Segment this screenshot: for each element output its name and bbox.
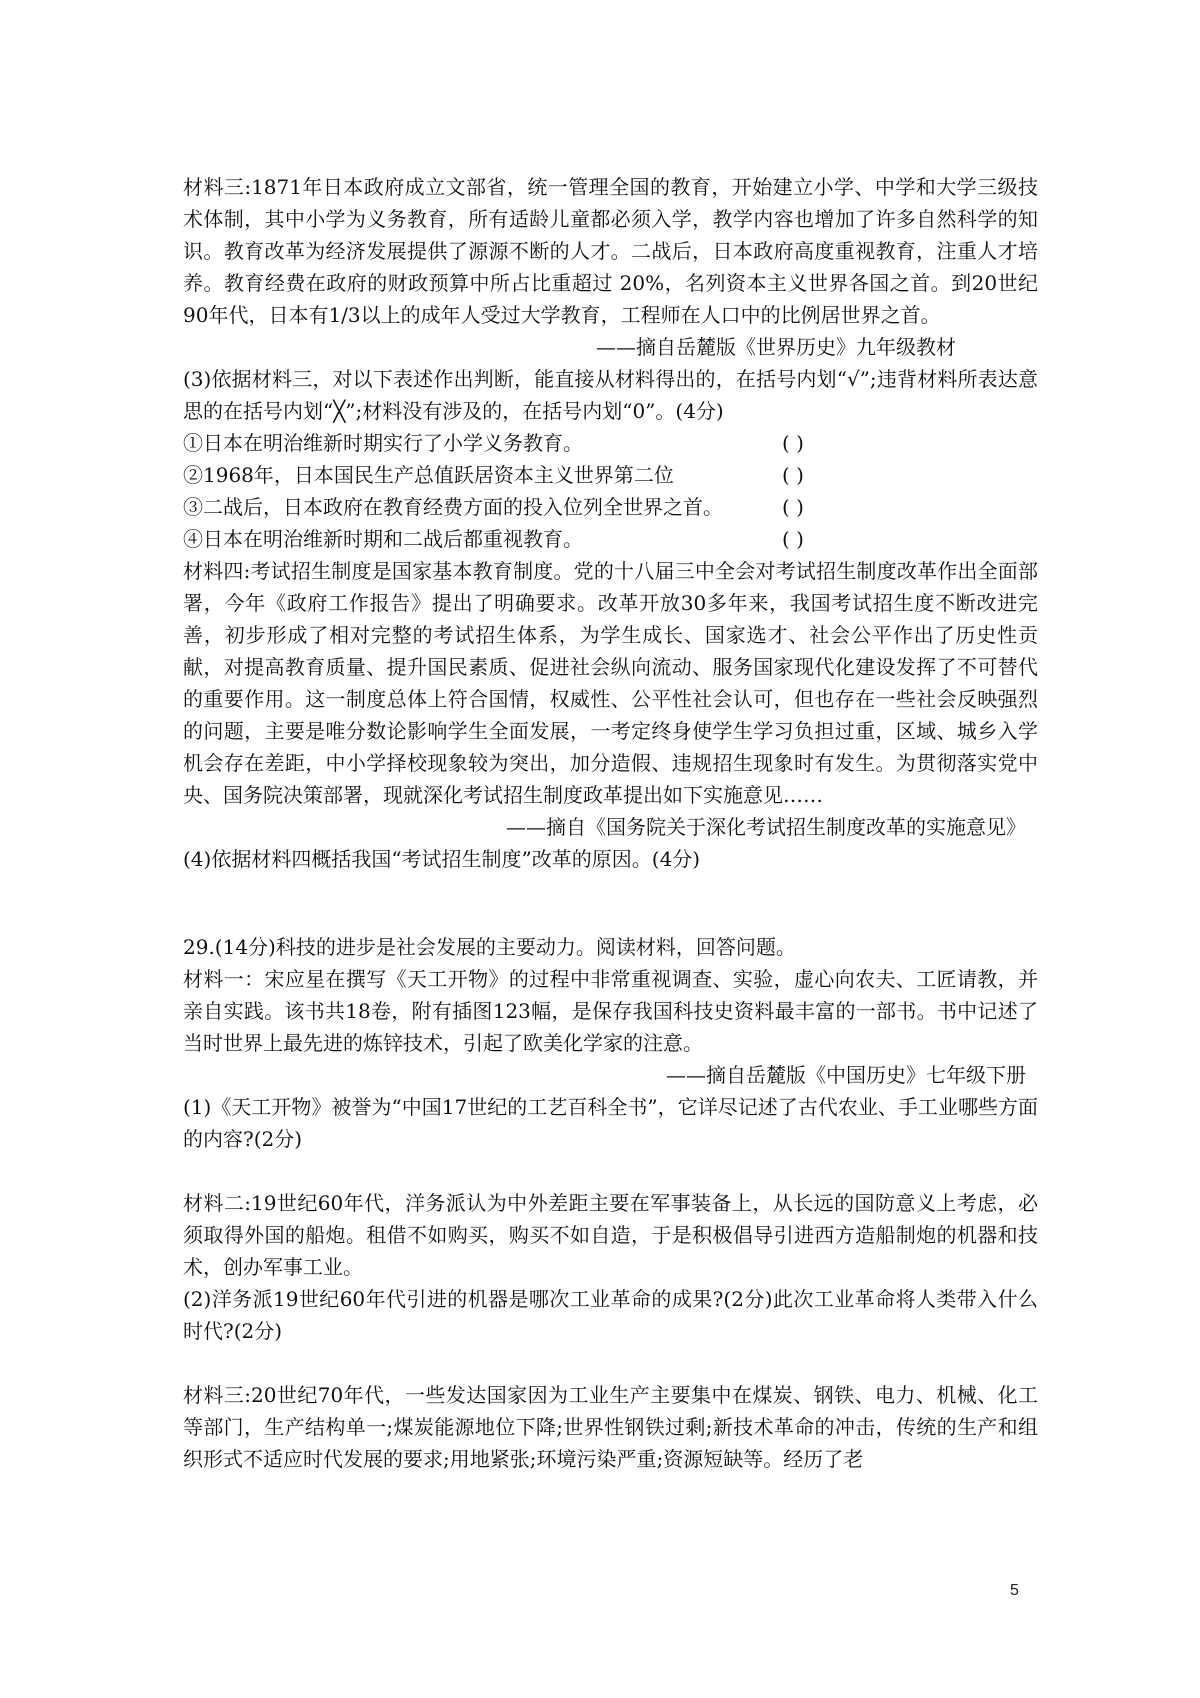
source-citation-world-history: ——摘自岳麓版《世界历史》九年级教材 xyxy=(596,335,956,359)
material-four-exam-reform: 材料四:考试招生制度是国家基本教育制度。党的十八届三中全会对考试招生制度改革作出全面部署，今年《政府工作报告》提出了明确要求。改革开放30多年来，我国考试招生度不断改进完善，初步形成了相对完整的考试招生体系，为学生成长、国家选才、社会公平作出了历史性贡献，对提高教育质量、提升国民素质、促进社会纵向流动、服务国家现代化建设发挥了不可替代的重要作用。这一制度总体上符合国情，权威性、公平性社会认可，但也存在一些社会反映强烈的问题，主要是唯分数论影响学生全面发展，一考定终身使学生学习负担过重，区域、城乡入学机会存在差距，中小学择校现象较为突出，加分造假、违规招生现象时有发生。为贯彻落实党中央、国务院决策部署，现就深化考试招生制度政革提出如下实施意见…… xyxy=(183,559,1038,807)
question-29-header: 29.(14分)科技的进步是社会发展的主要动力。阅读材料，回答问题。 xyxy=(183,935,796,959)
judgment-item-4 xyxy=(183,523,823,555)
judgment-item-3 xyxy=(183,491,823,523)
source-citation-state-council: ——摘自《国务院关于深化考试招生制度改革的实施意见》 xyxy=(506,815,1026,839)
answer-bracket: ( ) xyxy=(782,463,804,487)
material-three-industry: 材料三:20世纪70年代，一些发达国家因为工业生产主要集中在煤炭、钢铁、电力、机械、化工等部门，生产结构单一;煤炭能源地位下降;世界性钢铁过剩;新技术革命的冲击，传统的生产和组织形式不适应时代发展的要求;用地紧张;环境污染严重;资源短缺等。经历了老 xyxy=(183,1383,1038,1471)
judgment-statement: ②1968年，日本国民生产总值跃居资本主义世界第二位 xyxy=(183,463,674,487)
spacer xyxy=(183,1347,1038,1379)
question-three-instructions: (3)依据材料三，对以下表述作出判断，能直接从材料得出的，在括号内划“√”;违背材料所表达意思的在括号内划“╳”;材料没有涉及的，在括号内划“0”。(4分) xyxy=(183,367,1038,423)
judgment-statement: ①日本在明治维新时期实行了小学义务教育。 xyxy=(183,431,583,455)
answer-bracket: ( ) xyxy=(782,495,804,519)
answer-bracket: ( ) xyxy=(782,431,804,455)
source-citation-chinese-history: ——摘自岳麓版《中国历史》七年级下册 xyxy=(666,1063,1026,1087)
material-three-japan-education: 材料三:1871年日本政府成立文部省，统一管理全国的教育，开始建立小学、中学和大学三级技术体制，其中小学为义务教育，所有适龄儿童都必须入学，教学内容也增加了许多自然科学的知识。教育改革为经济发展提供了源源不断的人才。二战后，日本政府高度重视教育，注重人才培养。教育经费在政府的财政预算中所占比重超过 20%，名列资本主义世界各国之首。到20世纪90年代，日本有1/3以上的成年人受过大学教育，工程师在人口中的比例居世界之首。 xyxy=(183,175,1038,327)
spacer xyxy=(183,875,1038,931)
question-one: (1)《天工开物》被誉为“中国17世纪的工艺百科全书”，它详尽记述了古代农业、手工业哪些方面的内容?(2分) xyxy=(183,1095,1038,1151)
judgment-statement: ④日本在明治维新时期和二战后都重视教育。 xyxy=(183,527,583,551)
judgment-item-2 xyxy=(183,459,823,491)
answer-bracket: ( ) xyxy=(782,527,804,551)
document-body xyxy=(183,171,1038,1475)
material-two-westernization: 材料二:19世纪60年代，洋务派认为中外差距主要在军事装备上，从长远的国防意义上考虑，必须取得外国的船炮。租借不如购买，购买不如自造，于是积极倡导引进西方造船制炮的机器和技术，创办军事工业。 xyxy=(183,1191,1038,1279)
judgment-item-1 xyxy=(183,427,823,459)
page-number: 5 xyxy=(1010,1582,1019,1599)
judgment-statement: ③二战后，日本政府在教育经费方面的投入位列全世界之首。 xyxy=(183,495,723,519)
material-one-tiangong-kaiwu: 材料一：宋应星在撰写《天工开物》的过程中非常重视调查、实验，虚心向农夫、工匠请教，并亲自实践。该书共18卷，附有插图123幅，是保存我国科技史资料最丰富的一部书。书中记述了当时世界上最先进的炼锌技术，引起了欧美化学家的注意。 xyxy=(183,967,1038,1055)
question-four: (4)依据材料四概括我国“考试招生制度”改革的原因。(4分) xyxy=(183,847,701,871)
spacer xyxy=(183,1155,1038,1187)
question-two: (2)洋务派19世纪60年代引进的机器是哪次工业革命的成果?(2分)此次工业革命将人类带入什么时代?(2分) xyxy=(183,1287,1038,1343)
